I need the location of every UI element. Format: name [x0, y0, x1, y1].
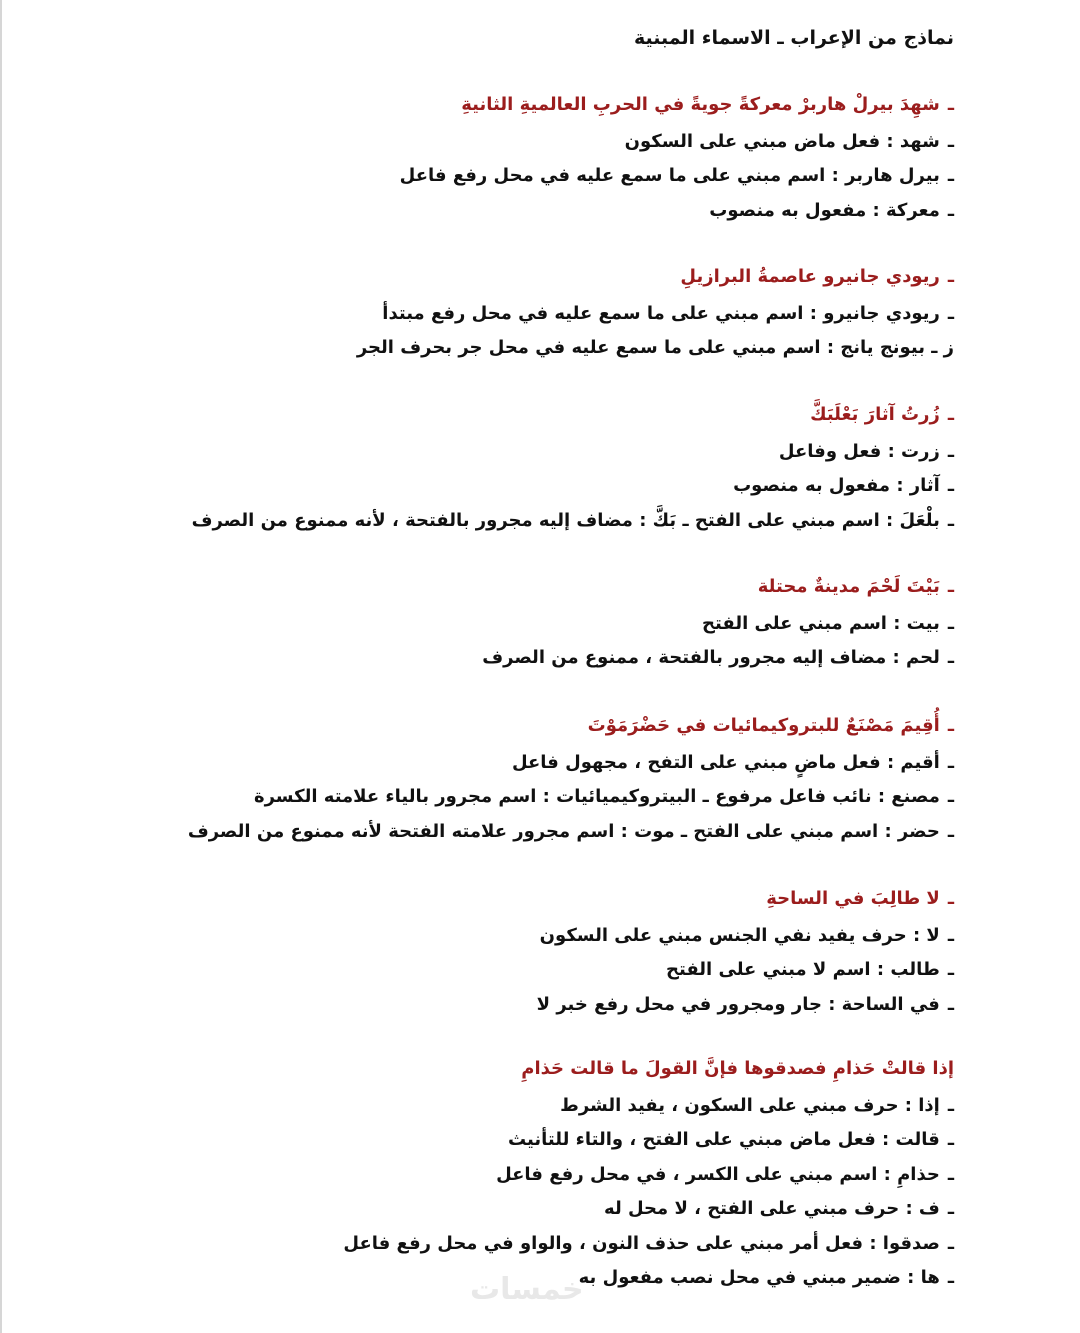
example-6 [74, 882, 954, 1022]
example-sentence [74, 882, 954, 917]
analysis-line [74, 953, 954, 988]
analysis-text: شهد : فعل ماض مبني على السكون [624, 130, 940, 152]
example-3 [74, 398, 954, 538]
analysis-text: ها : ضمير مبني في محل نصب مفعول به [578, 1267, 940, 1288]
bullet-mark: ـ [947, 1198, 954, 1219]
example-sentence [74, 88, 954, 123]
analysis-line [74, 504, 954, 539]
analysis-line [74, 1123, 954, 1158]
analysis-line [74, 1192, 954, 1227]
analysis-line [74, 469, 954, 504]
analysis-text: صدقوا : فعل أمر مبني على حذف النون ، والواو في محل رفع فاعل [343, 1232, 940, 1254]
analysis-line [74, 159, 954, 194]
bullet-mark: ـ [947, 509, 954, 531]
analysis-line [74, 125, 954, 160]
analysis-text: بيت : اسم مبني على الفتح [702, 612, 940, 634]
sentence-text: ريودي جانيرو عاصمةُ البرازيلِ [680, 266, 940, 287]
analysis-line [74, 780, 954, 815]
analysis-text: زرت : فعل وفاعل [778, 440, 940, 462]
analysis-text: طالب : اسم لا مبني على الفتح [666, 959, 940, 980]
sentence-text: زُرتُ آثارَ بَعْلَبَكَّ [810, 404, 940, 425]
bullet-mark: ـ [947, 1094, 954, 1116]
analysis-text: حضر : اسم مبني على الفتح ـ موت : اسم مجرور علامته الفتحة لأنه ممنوع من الصرف [187, 820, 940, 842]
example-sentence [74, 1052, 954, 1087]
analysis-text: آثار : مفعول به منصوب [733, 475, 940, 496]
sentence-text: شهِدَ بيرلْ هاربرْ معركةً جويةً في الحربِ العالميةِ الثانيةِ [461, 94, 940, 115]
sentence-text: إذا قالتْ حَذامِ فصدقوها فإنَّ القولَ ما قالت حَذامِ [521, 1058, 954, 1079]
analysis-line [74, 194, 954, 229]
analysis-line [74, 607, 954, 642]
analysis-text: لحم : مضاف إليه مجرور بالفتحة ، ممنوع من الصرف [482, 647, 940, 668]
bullet-mark: ـ [947, 888, 954, 909]
analysis-line [74, 1089, 954, 1124]
bullet-mark: ـ [947, 266, 954, 287]
example-sentence [74, 398, 954, 433]
sentence-text: لا طالِبَ في الساحةِ [766, 888, 940, 909]
bullet-mark: ـ [947, 165, 954, 186]
sentence-text: أُقِيمَ مَصْنَعٌ للبتروكيمائيات في حَضْرَمَوْتَ [587, 715, 940, 736]
analysis-line [74, 746, 954, 781]
bullet-mark: ـ [947, 404, 954, 425]
sentence-text: بَيْتَ لَحْمَ مدينةٌ محتلة [757, 576, 940, 597]
bullet-mark: ـ [947, 1232, 954, 1254]
analysis-text: بيرل هاربر : اسم مبني على ما سمع عليه في محل رفع فاعل [399, 165, 940, 186]
analysis-text: أقيم : فعل ماضٍ مبني على التفح ، مجهول فاعل [511, 751, 940, 773]
analysis-line [74, 988, 954, 1023]
bullet-mark: ـ [947, 475, 954, 496]
bullet-mark: ـ [947, 1129, 954, 1150]
analysis-line [74, 1227, 954, 1262]
example-4 [74, 570, 954, 676]
analysis-line [74, 331, 954, 366]
bullet-mark: ـ [947, 993, 954, 1015]
analysis-line [74, 435, 954, 470]
analysis-text: لا : حرف يفيد نفي الجنس مبني على السكون [539, 924, 940, 946]
bullet-mark: ـ [947, 959, 954, 980]
example-1 [74, 88, 954, 228]
bullet-mark: ـ [947, 440, 954, 462]
analysis-text: في الساحة : جار ومجرور في محل رفع خبر لا [536, 993, 940, 1015]
watermark: خمسات [470, 1272, 584, 1307]
bullet-mark: ـ [947, 199, 954, 221]
bullet-mark: ـ [947, 647, 954, 668]
bullet-mark: ـ [947, 820, 954, 842]
analysis-text: معركة : مفعول به منصوب [709, 199, 940, 221]
analysis-text: إذا : حرف مبني على السكون ، يفيد الشرط [560, 1094, 940, 1116]
bullet-mark: ـ [947, 924, 954, 946]
bullet-mark: ـ [947, 130, 954, 152]
example-sentence [74, 709, 954, 744]
analysis-line [74, 641, 954, 676]
page-title: نماذج من الإعراب ـ الاسماء المبنية [633, 27, 954, 49]
analysis-text: حذامِ : اسم مبني على الكسر ، في محل رفع فاعل [496, 1163, 940, 1185]
bullet-mark: ـ [947, 94, 954, 115]
example-5 [74, 709, 954, 849]
analysis-text: قالت : فعل ماض مبني على الفتح ، والتاء للتأنيث [508, 1129, 940, 1150]
analysis-text: بلْعَلَ : اسم مبني على الفتح ـ بَكَّ : مضاف إليه مجرور بالفتحة ، لأنه ممنوع من الصرف [191, 509, 940, 531]
analysis-line [74, 1158, 954, 1193]
analysis-line [74, 919, 954, 954]
analysis-text: ف : حرف مبني على الفتح ، لا محل له [604, 1198, 940, 1219]
bullet-mark: ـ [947, 612, 954, 634]
bullet-mark: ـ [947, 1267, 954, 1288]
analysis-line [74, 297, 954, 332]
bullet-mark: ـ [947, 302, 954, 324]
bullet-mark: ـ [947, 1163, 954, 1185]
bullet-mark: ـ [947, 576, 954, 597]
example-sentence [74, 570, 954, 605]
example-7 [74, 1052, 954, 1296]
example-sentence [74, 260, 954, 295]
bullet-mark: ـ [947, 715, 954, 736]
bullet-mark: ـ [947, 786, 954, 807]
analysis-line [74, 815, 954, 850]
bullet-mark: ـ [947, 751, 954, 773]
analysis-text: ريودي جانيرو : اسم مبني على ما سمع عليه في محل رفع مبتدأ [382, 302, 940, 324]
analysis-text: مصنع : نائب فاعل مرفوع ـ البيتروكيميائيات : اسم مجرور بالياء علامته الكسرة [253, 786, 940, 807]
example-2 [74, 260, 954, 366]
analysis-text: ز ـ بيونج يانج : اسم مبني على ما سمع عليه في محل جر بحرف الجر [356, 337, 954, 358]
